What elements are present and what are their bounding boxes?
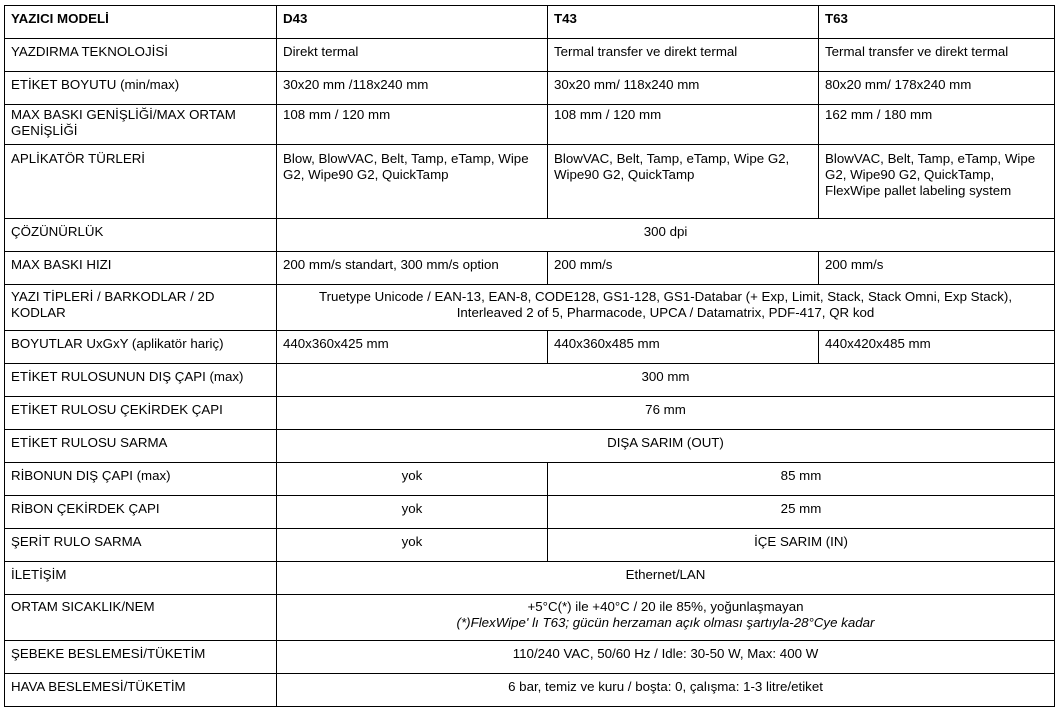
row-air: [5, 674, 1055, 707]
row-speed: [5, 252, 1055, 285]
row-label: İLETİŞİM: [5, 562, 277, 595]
cell-d43: Blow, BlowVAC, Belt, Tamp, eTamp, Wipe G2, Wipe90 G2, QuickTamp: [277, 145, 548, 219]
row-roll-outer: [5, 364, 1055, 397]
cell-t63: 162 mm / 180 mm: [819, 105, 1055, 145]
environment-footnote: (*)FlexWipe' lı T63; gücün herzaman açık olması şartıyla-28°Cye kadar: [456, 615, 875, 630]
cell-d43: 200 mm/s standart, 300 mm/s option: [277, 252, 548, 285]
row-label: ETİKET RULOSUNUN DIŞ ÇAPI (max): [5, 364, 277, 397]
row-roll-core: [5, 397, 1055, 430]
cell-t-models: İÇE SARIM (IN): [548, 529, 1055, 562]
row-dimensions: [5, 331, 1055, 364]
row-communication: [5, 562, 1055, 595]
row-environment: [5, 595, 1055, 641]
cell-t-models: 25 mm: [548, 496, 1055, 529]
cell-all-models: 76 mm: [277, 397, 1055, 430]
row-fonts: [5, 285, 1055, 331]
cell-d43: 30x20 mm /118x240 mm: [277, 72, 548, 105]
cell-t-models: 85 mm: [548, 463, 1055, 496]
row-label: YAZI TİPLERİ / BARKODLAR / 2D KODLAR: [5, 285, 277, 331]
row-ribbon-winding: [5, 529, 1055, 562]
row-label: MAX BASKI HIZI: [5, 252, 277, 285]
cell-all-models: 300 mm: [277, 364, 1055, 397]
cell-t43: 440x360x485 mm: [548, 331, 819, 364]
row-label: ŞERİT RULO SARMA: [5, 529, 277, 562]
cell-d43: Direkt termal: [277, 39, 548, 72]
spec-table: [4, 5, 1055, 707]
fonts-line-2: Interleaved 2 of 5, Pharmacode, UPCA / Datamatrix, PDF-417, QR kod: [456, 305, 875, 320]
row-label: ETİKET RULOSU SARMA: [5, 430, 277, 463]
row-label: ÇÖZÜNÜRLÜK: [5, 219, 277, 252]
row-label: ŞEBEKE BESLEMESİ/TÜKETİM: [5, 641, 277, 674]
fonts-line-1: Truetype Unicode / EAN-13, EAN-8, CODE128, GS1-128, GS1-Databar (+ Exp, Limit, Stack, Stack Omni, Exp Stack),: [318, 289, 1013, 304]
environment-line-1: +5°C(*) ile +40°C / 20 ile 85%, yoğunlaşmayan: [527, 599, 804, 614]
row-print-width: [5, 105, 1055, 145]
cell-d43: yok: [277, 496, 548, 529]
cell-t63: BlowVAC, Belt, Tamp, eTamp, Wipe G2, Wipe90 G2, QuickTamp, FlexWipe pallet labeling system: [819, 145, 1055, 219]
header-label: YAZICI MODELİ: [5, 6, 277, 39]
header-model-t43: T43: [548, 6, 819, 39]
row-applicators: [5, 145, 1055, 219]
cell-t63: Termal transfer ve direkt termal: [819, 39, 1055, 72]
row-label-size: [5, 72, 1055, 105]
row-label: RİBON ÇEKİRDEK ÇAPI: [5, 496, 277, 529]
row-power: [5, 641, 1055, 674]
cell-d43: yok: [277, 463, 548, 496]
row-label: BOYUTLAR UxGxY (aplikatör hariç): [5, 331, 277, 364]
cell-all-models: 6 bar, temiz ve kuru / boşta: 0, çalışma: 1-3 litre/etiket: [277, 674, 1055, 707]
row-technology: [5, 39, 1055, 72]
cell-t43: 108 mm / 120 mm: [548, 105, 819, 145]
cell-all-models: 110/240 VAC, 50/60 Hz / Idle: 30-50 W, Max: 400 W: [277, 641, 1055, 674]
cell-t63: 80x20 mm/ 178x240 mm: [819, 72, 1055, 105]
header-model-t63: T63: [819, 6, 1055, 39]
cell-d43: yok: [277, 529, 548, 562]
cell-all-models: 300 dpi: [277, 219, 1055, 252]
cell-t63: 200 mm/s: [819, 252, 1055, 285]
row-resolution: [5, 219, 1055, 252]
row-label: MAX BASKI GENİŞLİĞİ/MAX ORTAM GENİŞLİĞİ: [5, 105, 277, 145]
row-ribbon-outer: [5, 463, 1055, 496]
cell-t63: 440x420x485 mm: [819, 331, 1055, 364]
cell-all-models: [277, 595, 1055, 641]
cell-all-models: Ethernet/LAN: [277, 562, 1055, 595]
header-row: [5, 6, 1055, 39]
row-label: ORTAM SICAKLIK/NEM: [5, 595, 277, 641]
cell-d43: 440x360x425 mm: [277, 331, 548, 364]
cell-t43: 200 mm/s: [548, 252, 819, 285]
cell-t43: BlowVAC, Belt, Tamp, eTamp, Wipe G2, Wipe90 G2, QuickTamp: [548, 145, 819, 219]
row-label: ETİKET RULOSU ÇEKİRDEK ÇAPI: [5, 397, 277, 430]
row-label: RİBONUN DIŞ ÇAPI (max): [5, 463, 277, 496]
row-label: APLİKATÖR TÜRLERİ: [5, 145, 277, 219]
header-model-d43: D43: [277, 6, 548, 39]
row-ribbon-core: [5, 496, 1055, 529]
row-label: YAZDIRMA TEKNOLOJİSİ: [5, 39, 277, 72]
cell-all-models: [277, 285, 1055, 331]
row-label: ETİKET BOYUTU (min/max): [5, 72, 277, 105]
cell-d43: 108 mm / 120 mm: [277, 105, 548, 145]
cell-t43: 30x20 mm/ 118x240 mm: [548, 72, 819, 105]
cell-all-models: DIŞA SARIM (OUT): [277, 430, 1055, 463]
row-label: HAVA BESLEMESİ/TÜKETİM: [5, 674, 277, 707]
row-roll-winding: [5, 430, 1055, 463]
cell-t43: Termal transfer ve direkt termal: [548, 39, 819, 72]
